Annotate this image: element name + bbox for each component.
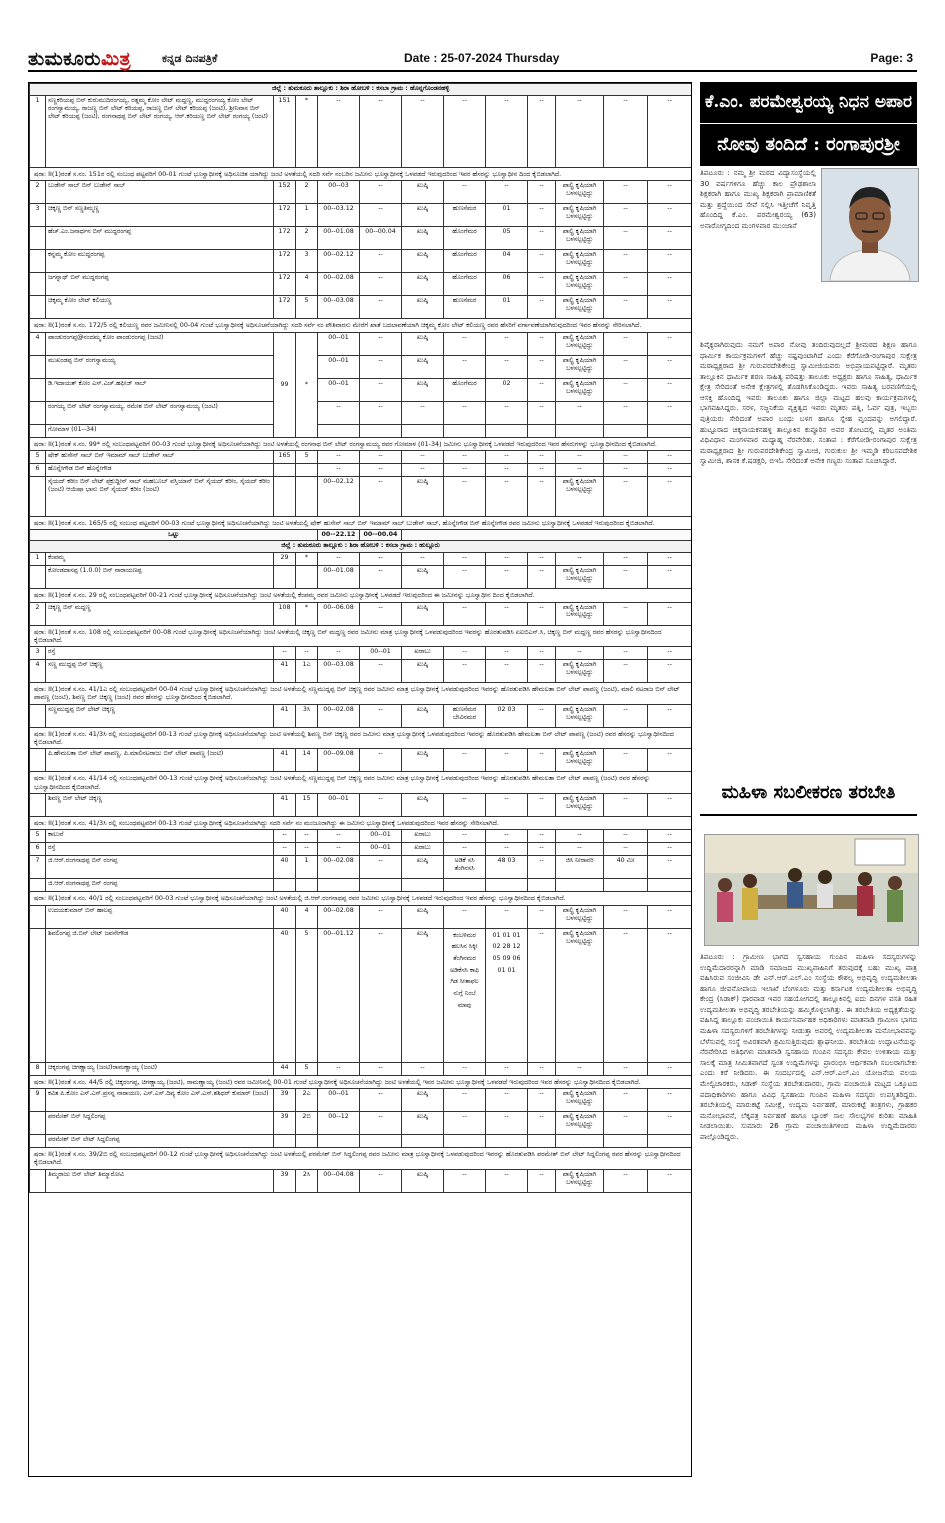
table-row: 3 ರಸ್ತೆ -- -- -- 00--01 ಖರಾಬು -- -- -- -- -- -- — [30, 647, 692, 660]
table-row: 1 ಕೆಂಪಮ್ಮ 29 * -- -- -- -- -- -- -- -- -- — [30, 553, 692, 566]
table-row: ಸೈಯದ್ ಕರೀಂ ಬಿನ್ ಲೇಟ್ ಫಕ್ರುದ್ದೀನ್ ಸಾಬ್ ಮಹಬೂಬ್ ವಸ್ತಿಯಾನ್ ಬಿನ್ ಸೈಯದ್ ಕರೀಂ, ಸೈಯದ್ ಕರೀಂ (ಜಂಟಿ) ಆಯಿಷಾ ಭಾನು ಬಿನ್ ಸೈಯದ್ ಕರೀಂ (ಜಂಟಿ) 00--02.12 -- ಖುಷ್ಕಿ -- -- -- ಪಾಲ್ಪ್ರಿ ಕೃಷಿಯಾಗಿ ಬಳಸಲ್ಪಟ್ಟಿದ್ದು -- -- — [30, 476, 692, 516]
table-row: ಶಿವಣ್ಣ ಬಿನ್ ಲೇಟ್ ಚಿಕ್ಕಣ್ಣ 41 15 00--01 -- ಖುಷ್ಕಿ -- -- -- ಪಾಲ್ಪ್ರಿ ಕೃಷಿಯಾಗಿ ಬಳಸಲ್ಪಟ್ಟಿದ್ದು -- -- — [30, 794, 692, 817]
remark-row: ಷರಾ: II(1)ರಂತೆ ಸ.ನಂ. 29 ರಲ್ಲಿ ಸಂಬಂಧಪಟ್ಟವರಿಗೆ 00-21 ಗುಂಟೆ ಭೂಸ್ವಾಧೀನಕ್ಕೆ ಅಧಿಸೂಚನೆಯಾಗಿದ್ದು ಜಂಟಿ ಅಳತೆಯಲ್ಲಿ ಕೆಂಪಮ್ಮ ರವರ ಜಮೀನು ಭೂಸ್ವಾಧೀನಕ್ಕೆ ಒಳಪಡದೆ ಇರುವುದರಿಂದ ಈ ಜಮೀನನ್ನು ಭೂಸ್ವಾಧೀನ ದಿಂದ ಕೈಬಿಡಲಾಗಿದೆ. — [30, 589, 692, 602]
newspaper-logo — [28, 48, 131, 70]
obituary-headline-line2: ನೋವು ತಂದಿದೆ : ರಂಗಾಪುರಶ್ರೀ — [700, 123, 917, 166]
remark-row: ಷರಾ: II(1)ರಂತೆ ಸ.ನಂ. 41/3ಸಿ ರಲ್ಲಿ ಸಂಬಂಧಪಟ್ಟವರಿಗೆ 00-13 ಗುಂಟೆ ಭೂಸ್ವಾಧೀನಕ್ಕೆ ಅಧಿಸೂಚನೆಯಾಗಿದ್ದು ಸದರಿ ಸರ್ವೆ ನಂ ಮಂಜೂರಾಗಿದ್ದು ಈ ಜಮೀನು ಭೂಸ್ವಾಧೀನಕ್ಕೆ ಒಳಪಡುವುದರಿಂದ ಇವರ ಹೆಸರನ್ನು ಸೇರಿಸಲಾಗಿದೆ. — [30, 817, 692, 830]
remark-row: ಷರಾ: II(1)ರಂತೆ ಸ.ನಂ. 41/3ಸಿ ರಲ್ಲಿ ಸಂಬಂಧಪಟ್ಟವರಿಗೆ 00-13 ಗುಂಟೆ ಭೂಸ್ವಾಧೀನಕ್ಕೆ ಅಧಿಸೂಚನೆಯಾಗಿದ್ದು ಜಂಟಿ ಅಳತೆಯಲ್ಲಿ ಶಿವಣ್ಣ ಬಿನ್ ಚಿಕ್ಕಣ್ಣ ರವರ ಜಮೀನು ಮಾತ್ರ ಭೂಸ್ವಾಧೀನಕ್ಕೆ ಒಳಪಡುವುದರಿಂದ ಇವರನ್ನು ಹೊರತುಪಡಿಸಿ ಹೇಮಲತಾ ಬಿನ್ ಲೇಟ್ ಪಾಪಣ್ಣ (ಜಂಟಿ) ರವರ ಹೆಸರನ್ನು ಭೂಸ್ವಾಧೀನದಿಂದ ಕೈಬಿಡಲಾಗಿದೆ. — [30, 727, 692, 749]
remark-row: ಷರಾ: II(1)ರಂತೆ ಸ.ನಂ. 44/5 ರಲ್ಲಿ ಚಿಕ್ಕರಂಗಪ್ಪ, ಚಿಗಣ್ಣಾಯ್ಯ (ಜಂಟಿ), ರಾಮಣ್ಣಾಯ್ಯ (ಜಂಟಿ) ರವರ ಜಮೀನಿನಲ್ಲಿ 00-01 ಗುಂಟೆ ಭೂಸ್ವಾಧೀನಕ್ಕೆ ಅಧಿಸೂಚನೆಯಾಗಿದ್ದು ಜಂಟಿ ಅಳತೆಯಲ್ಲಿ ಇವರ ಜಮೀನು ಭೂಸ್ವಾಧೀನಕ್ಕೆ ಒಳಪಡದೆ ಇರುವುದರಿಂದ ಇವರ ಹೆಸರನ್ನು ಭೂಸ್ವಾಧೀನದಿಂದ ಕೈಬಿಡಲಾಗಿದೆ. — [30, 1075, 692, 1088]
table-row: 4 ಪಾಂಡುರಂಗಪ್ಪ@ನಂದಮ್ಮ ಕೋಂ ಪಾಂಡುರಂಗಪ್ಪ (ಜಂಟಿ) 99 * 00--01 -- ಖುಷ್ಕಿ -- -- -- ಪಾಲ್ಪ್ರಿ ಕೃಷಿಯಾಗಿ ಬಳಸಲ್ಪಟ್ಟಿದ್ದು -- -- — [30, 332, 692, 355]
portrait-illustration — [822, 169, 918, 281]
table-row: 1 ಸಣ್ಣಕರಿಯಪ್ಪ ಬಿನ್ ಕುರುಮುದಿರಂಗಯ್ಯ, ರತ್ನಮ್ಮ ಕೋಂ ಲೇಟ್ ಮದ್ದಣ್ಣ, ಮುದ್ದರಂಗಯ್ಯ ಕೋಂ ಲೇಟ್ ರಂಗಸ್ವಾಮಯ್ಯ, ರಾಜಣ್ಣ ಬಿನ್ ಲೇಟ್ ಕರಿಯಪ್ಪ, ರಾಜಣ್ಣ ಬಿನ್ ಲೇಟ್ ಕರಿಯಪ್ಪ (ಜಂಟಿ), ಶ್ರೀನಿವಾಸ ಬಿನ್ ಲೇಟ್ ಕರಿಯಪ್ಪ (ಜಂಟಿ), ರಂಗನಾಥಪ್ಪ ಬಿನ್ ಲೇಟ್ ರಂಗಯ್ಯ, ಆರ್.ಕರಿಯಣ್ಣ ಬಿನ್ ಲೇಟ್ ರಂಗಯ್ಯ (ಜಂಟಿ) 151 * -- -- -- -- -- -- -- -- -- — [30, 96, 692, 168]
table-row: 9 ಕವಿತ ಪಿ.ಕೋಂ ಎಸ್.ಎಸ್.ಪ್ರಸನ್ನ ನಾರಾಯಣ, ಎಸ್.ಎಸ್.ದಿವ್ಯ ಕೋಂ ಎಸ್.ಎಸ್.ಶಶಿಧರ್ ಕುಮಾರ್ (ಜಂಟಿ) 39 2ಎ 00--01 -- ಖುಷ್ಕಿ -- -- -- ಪಾಲ್ಪ್ರಿ ಕೃಷಿಯಾಗಿ ಬಳಸಲ್ಪಟ್ಟಿದ್ದು -- -- — [30, 1089, 692, 1112]
table-row: 8 ಚಿಕ್ಕರಂಗಪ್ಪ ಚಿಗಣ್ಣಾಯ್ಯ (ಜಂಟಿ)ರಾಮಣ್ಣಾಯ್ಯ (ಜಂಟಿ) 44 5 -- -- -- -- -- -- -- -- -- — [30, 1062, 692, 1075]
total-row: ಒಟ್ಟು 00--22.12 00--00.04 — [30, 530, 692, 541]
remark-row: ಷರಾ: II(1)ರಂತೆ ಸ.ನಂ. 99* ರಲ್ಲಿ ಸಂಬಂಧಪಟ್ಟವರಿಗೆ 00-03 ಗುಂಟೆ ಭೂಸ್ವಾಧೀನಕ್ಕೆ ಅಧಿಸೂಚನೆಯಾಗಿದ್ದು ಜಂಟಿ ಅಳತೆಯಲ್ಲಿ ರಂಗನಾಥ ಬಿನ್ ಲೇಟ್ ರಂಗಸ್ವಾಮಯ್ಯ ರವರ ಗೋಮಾಳ (01-34) ಜಮೀನು ಭೂಸ್ವಾಧೀನಕ್ಕೆ ಒಳಪಡದೆ ಇರುವುದರಿಂದ ಇವರ ಹೆಸರುಗಳನ್ನು ಭೂಸ್ವಾಧೀನದಿಂದ ಕೈಬಿಡಲಾಗಿದೆ. — [30, 437, 692, 450]
issue-date: Date : 25-07-2024 Thursday — [404, 51, 560, 65]
table-row: ಜಗನ್ನಾಥ್ ಬಿನ್ ಮುದ್ದರಂಗಪ್ಪ 172 4 00--02.08 -- ಖುಷ್ಕಿ ಹೊಂಗೆಮರ 06 -- ಪಾಲ್ಪ್ರಿ ಕೃಷಿಯಾಗಿ ಬಳಸಲ್ಪಟ್ಟಿದ್ದು -- -- — [30, 273, 692, 296]
training-story: ತಿಪಟೂರು : ಗ್ರಾಮೀಣ ಭಾಗದ ಸ್ವಸಹಾಯ ಗುಂಪಿನ ಮಹಿಳಾ ಸದಸ್ಯರುಗಳನ್ನು ಉದ್ದಿಮೆದಾರರನ್ನಾಗಿ ಮಾಡಿ ಸಮಾಜದ ಮುಖ್ಯವಾಹಿನಿಗೆ ತರುವುದಕ್ಕೆ ಬಹು ಮುಖ್ಯ ಪಾತ್ರ ವಹಿಸಿರುವ ಸಂಜೀವಿನಿ ಡೇ ಎನ್.ಆರ್.ಎಲ್.ಎಂ ಸಂಸ್ಥೆಯ ಕೌಶಲ್ಯ ಅಭಿವೃದ್ಧಿ ಉದ್ಯಮಶೀಲತಾ ಹಾಗೂ ಜೀವನೋಪಾಯ ಇಲಾಖೆ ಬೆಂಗಳೂರು ಮತ್ತು ಕರ್ನಾಟಕ ಉದ್ಯಮಶೀಲತಾ ಅಭಿವೃದ್ಧಿ ಕೇಂದ್ರ (ಸಿಡಾಕ್) ಧಾರವಾಡ ಇವರ ಸಹಯೋಗದಲ್ಲಿ ತಾಲ್ಲೂಕಿನಲ್ಲಿ ಐದು ದಿನಗಳ ವಸತಿ ರಹಿತ ಉದ್ಯಮಶೀಲತಾ ಅಭಿವೃದ್ಧಿ ತರಬೇತಿಯನ್ನು ಹಮ್ಮಿಕೊಳ್ಳಲಾಗಿತ್ತು. ಈ ತರಬೇತಿಯ ಅಧ್ಯಕ್ಷತೆಯನ್ನು ವಹಿಸಿದ್ದ ತಾಲ್ಲೂಕು ಪಂಚಾಯಿತಿ ಕಾರ್ಯನಿರ್ವಾಹಕ ಅಧಿಕಾರಿಗಳು ಮಾತನಾಡಿ ಗ್ರಾಮೀಣ ಭಾಗದ ಮಹಿಳಾ ಸದಸ್ಯರುಗಳಿಗೆ ತರಬೇತಿಗಳನ್ನು ನೀಡುತ್ತಾ ಅವರಲ್ಲಿ ಉದ್ಯಮಶೀಲತಾ ಮನೋಭಾವವನ್ನು ಬೆಳೆಸುವಲ್ಲಿ ಸಂಸ್ಥೆ ಅವಿರತವಾಗಿ ಶ್ರಮಿಸುತ್ತಿರುವುದು ಶ್ಲಾಘನೀಯ. ತರಬೇತಿಯ ಉದ್ಘಾಟನೆಯನ್ನು ನೆರವೇರಿಸಿದ ಅತಿಥಿಗಳು ಮಾತನಾಡಿ ಸ್ವಸಹಾಯ ಗುಂಪಿನ ಸದಸ್ಯರು ಕೇವಲ ಉಳಿತಾಯ ಮತ್ತು ಸಾಲಕ್ಕೆ ಮಾತ್ರ ಸೀಮಿತವಾಗದೆ ಸ್ವಂತ ಉದ್ದಿಮೆಗಳನ್ನು ಪ್ರಾರಂಭಿಸಿ ಆರ್ಥಿಕವಾಗಿ ಸಬಲರಾಗಬೇಕು ಎಂದು ಕರೆ ನೀಡಿದರು. ಈ ಸಂದರ್ಭದಲ್ಲಿ ಎನ್.ಆರ್.ಎಲ್.ಎಂ ಯೋಜನೆಯ ವಲಯ ಮೇಲ್ವಿಚಾರಕರು, ಸಿಡಾಕ್ ಸಂಸ್ಥೆಯ ತರಬೇತುದಾರರು, ಗ್ರಾಮ ಪಂಚಾಯಿತಿ ಮಟ್ಟದ ಒಕ್ಕೂಟದ ಪದಾಧಿಕಾರಿಗಳು ಹಾಗೂ ವಿವಿಧ ಸ್ವಸಹಾಯ ಗುಂಪಿನ ಮಹಿಳಾ ಸದಸ್ಯರು ಉಪಸ್ಥಿತರಿದ್ದರು. ತರಬೇತಿಯಲ್ಲಿ ಮಾರುಕಟ್ಟೆ ಸಮೀಕ್ಷೆ, ಉದ್ಯಮ ನಿರ್ವಹಣೆ, ಮಾರುಕಟ್ಟೆ ತಂತ್ರಗಳು, ಗ್ರಾಹಕರ ಮನೋಭಾವನೆ, ಲೆಕ್ಕಪತ್ರ ನಿರ್ವಹಣೆ ಹಾಗೂ ಬ್ಯಾಂಕ್ ಸಾಲ ಸೌಲಭ್ಯಗಳ ಕುರಿತು ಮಾಹಿತಿ ನೀಡಲಾಯಿತು. ಸುಮಾರು 26 ಗ್ರಾಮ ಪಂಚಾಯಿತಿಗಳಿಂದ ಮಹಿಳಾ ಉದ್ದಿಮೆದಾರರು ಪಾಲ್ಗೊಂಡಿದ್ದರು. — [700, 952, 917, 1141]
tagline: ಕನ್ನಡ ದಿನಪತ್ರಿಕೆ — [162, 52, 218, 65]
table-row: ಹೆಚ್.ಎಂ.ಜನಾರ್ಧನ ಬಿನ್ ಮುದ್ದರಂಗಪ್ಪ 172 2 00--01.08 00--00.04 ಖುಷ್ಕಿ ಹೊಂಗೆಮರ 05 -- ಪಾಲ್ಪ್ರಿ ಕೃಷಿಯಾಗಿ ಬಳಸಲ್ಪಟ್ಟಿದ್ದು -- -- — [30, 227, 692, 250]
logo-main: ತುಮಕೂರು — [28, 48, 101, 70]
table-row: 6 ರಸ್ತೆ -- -- -- 00--01 ಖರಾಬು -- -- -- -- -- -- — [30, 843, 692, 856]
table-row: ಚಿಕ್ಕಮ್ಮ ಕೋಂ ಲೇಟ್ ಕಲಿಯಣ್ಣ 172 5 00--03.08 -- ಖುಷ್ಕಿ ಹುಣಸೆಮರ 01 -- ಪಾಲ್ಪ್ರಿ ಕೃಷಿಯಾಗಿ ಬಳಸಲ್ಪಟ್ಟಿದ್ದು -- -- — [30, 296, 692, 319]
table-row: ಕೋಂಡದಾಸಪ್ಪ (1.0.0) ಬಿನ್ ನಾರಾಯಣಪ್ಪ 00--01.08 -- ಖುಷ್ಕಿ -- -- -- ಪಾಲ್ಪ್ರಿ ಕೃಷಿಯಾಗಿ ಬಳಸಲ್ಪಟ್ಟಿದ್ದು -- -- — [30, 566, 692, 589]
table-row: ಕನ್ನಮ್ಮ ಕೋಂ ಮುದ್ದರಂಗಪ್ಪ 172 3 00--02.12 -- ಖುಷ್ಕಿ ಹೊಂಗೆಮರ 04 -- ಪಾಲ್ಪ್ರಿ ಕೃಷಿಯಾಗಿ ಬಳಸಲ್ಪಟ್ಟಿದ್ದು -- -- — [30, 250, 692, 273]
table-row: ಮುಖಂಡಪ್ಪ ಬಿನ್ ರಂಗಸ್ವಾಮಯ್ಯ 00--01 -- ಖುಷ್ಕಿ -- -- -- ಪಾಲ್ಪ್ರಿ ಕೃಷಿಯಾಗಿ ಬಳಸಲ್ಪಟ್ಟಿದ್ದು -- -- — [30, 355, 692, 378]
table-row: ಶಿವಲಿಂಗಪ್ಪ ಜಿ.ಬಿನ್ ಲೇಟ್ ಜವನೇಗೌಡ 40 5 00--01.12 -- ಖುಷ್ಕಿ ಕಂಬಳಿಮರ ಹಲಸಿನ ಸಿಕ್ಕೀ ತೆಂಗಿನಮರ ಅಡಿಕೆಸಸಿ ಕಾಫಿ ಗಿಡ ಸೀತಾಫಲ ನುಗ್ಗೆ ನಿಂಬೆ ಮಾವು 01 01 01 02 28 12 05 09 06 01 01 -- ಪಾಲ್ಪ್ರಿ ಕೃಷಿಯಾಗಿ ಬಳಸಲ್ಪಟ್ಟಿದ್ದು -- -- — [30, 928, 692, 1062]
table-row: ಗೋಮಾಳ (01--34) — [30, 424, 692, 437]
remark-row: ಷರಾ: II(1)ರಂತೆ ಸ.ನಂ. 165/5 ರಲ್ಲಿ ಸಂಬಂಧ ಪಟ್ಟವರಿಗೆ 00-03 ಗುಂಟೆ ಭೂಸ್ವಾಧೀನಕ್ಕೆ ಅಧಿಸೂಚನೆಯಾಗಿದ್ದು ಜಂಟಿ ಅಳತೆಯಲ್ಲಿ ಷೇಕ್ ಹುಸೇನ್ ಸಾಬ್ ಬಿನ್ ಇಮಾಮ್ ಸಾಬ್ ಬುಡೇನ್ ಸಾಬ್, ಹೊನ್ನೇಗೌಡ ಬಿನ್ ಹೊನ್ನೇಗೌಡ ರವರ ಜಮೀನು ಭೂಸ್ವಾಧೀನಕ್ಕೆ ಒಳಪಡದೆ ಇರುವುದರಿಂದ ಕೈಬಿಡಲಾಗಿದೆ. — [30, 516, 692, 529]
remark-row: ಷರಾ: II(1)ರಂತೆ ಸ.ನಂ. 41/1ಎ ರಲ್ಲಿ ಸಂಬಂಧಪಟ್ಟವರಿಗೆ 00-04 ಗುಂಟೆ ಭೂಸ್ವಾಧೀನಕ್ಕೆ ಅಧಿಸೂಚನೆಯಾಗಿದ್ದು ಜಂಟಿ ಅಳತೆಯಲ್ಲಿ ಸಣ್ಣಮುದ್ದಪ್ಪ ಬಿನ್ ಚಿಕ್ಕಣ್ಣ ರವರ ಜಮೀನು ಮಾತ್ರ ಭೂಸ್ವಾಧೀನಕ್ಕೆ ಒಳಪಡುವುದರಿಂದ ಇವರನ್ನು ಹೊರತುಪಡಿಸಿ ಹೇಮಲತಾ ಬಿನ್ ಲೇಟ್ ಪಾಪಣ್ಣ (ಜಂಟಿ), ಮಾಲಿ ನಟರಾಜ ಬಿನ್ ಲೇಟ್ ಪಾಪಣ್ಣ (ಜಂಟಿ), ಶಿವಣ್ಣ ಬಿನ್ ಚಿಕ್ಕಣ್ಣ (ಜಂಟಿ) ರವರ ಹೆಸರನ್ನು ಭೂಸ್ವಾಧೀನದಿಂದ ಕೈಬಿಡಲಾಗಿದೆ. — [30, 683, 692, 705]
obituary-story-intro: ತಿಪಟೂರು : ನಮ್ಮ ಶ್ರೀ ಮಠದ ವಿದ್ಯಾಸಂಸ್ಥೆಯಲ್ಲಿ 30 ವರ್ಷಗಳಿಗೂ ಹೆಚ್ಚು ಕಾಲ ಪ್ರೌಢಶಾಲಾ ಶಿಕ್ಷಕರಾಗಿ ಹಾಗೂ ಮುಖ್ಯ ಶಿಕ್ಷಕರಾಗಿ ಪ್ರಾಮಾಣಿಕತೆ ಮತ್ತು ಶ್ರದ್ಧೆಯಿಂದ ಸೇವೆ ಸಲ್ಲಿಸಿ ಇತ್ತೀಚೆಗೆ ನಿವೃತ್ತಿ ಹೊಂದಿದ್ದ ಕೆ.ಎಂ. ಪರಮೇಶ್ವರಯ್ಯ (63) ಅನಾರೋಗ್ಯದಿಂದ ಮಂಗಳವಾರ ಮುಂಜಾನೆ — [700, 168, 816, 230]
table-row: ಜಿ.ಆರ್.ರಂಗನಾಥಪ್ಪ ಬಿನ್ ರಂಗಪ್ಪ — [30, 879, 692, 892]
table-row: 4 ಸಣ್ಣ ಮುದ್ದಪ್ಪ ಬಿನ್ ಚಿಕ್ಕಣ್ಣ 41 1ಎ 00--03.08 -- ಖುಷ್ಕಿ -- -- -- ಪಾಲ್ಪ್ರಿ ಕೃಷಿಯಾಗಿ ಬಳಸಲ್ಪಟ್ಟಿದ್ದು -- -- — [30, 660, 692, 683]
section-header: ಜಿಲ್ಲೆ : ತುಮಕೂರು ತಾಲ್ಲೂಕು : ಶಿರಾ ಹೋಬಳಿ : ಕಸಬಾ ಗ್ರಾಮ : ಹೊನ್ನಗೊಂಡನಹಳ್ಳಿ — [30, 84, 692, 96]
masthead — [28, 46, 917, 72]
table-row: ಪರಮೇಶ್ ಬಿನ್ ಸಿದ್ದಲಿಂಗಪ್ಪ 39 2ಬಿ 00--12 -- ಖುಷ್ಕಿ -- -- -- ಪಾಲ್ಪ್ರಿ ಕೃಷಿಯಾಗಿ ಬಳಸಲ್ಪಟ್ಟಿದ್ದು -- -- — [30, 1112, 692, 1135]
remark-row: ಷರಾ: II(1)ರಂತೆ ಸ.ನಂ. 41/14 ರಲ್ಲಿ ಸಂಬಂಧಪಟ್ಟವರಿಗೆ 00-13 ಗುಂಟೆ ಭೂಸ್ವಾಧೀನಕ್ಕೆ ಅಧಿಸೂಚನೆಯಾಗಿದ್ದು ಜಂಟಿ ಅಳತೆಯಲ್ಲಿ ಸಣ್ಣಮುದ್ದಪ್ಪ ಬಿನ್ ಚಿಕ್ಕಣ್ಣ ರವರ ಜಮೀನು ಮಾತ್ರ ಭೂಸ್ವಾಧೀನಕ್ಕೆ ಒಳಪಡುವುದರಿಂದ ಇವರನ್ನು ಹೊರತುಪಡಿಸಿ ಹೇಮಲತಾ ಬಿನ್ ಲೇಟ್ ಪಾಪಣ್ಣ (ಜಂಟಿ) ರವರ ಹೆಸರನ್ನು ಭೂಸ್ವಾಧೀನದಿಂದ ಕೈಬಿಡಲಾಗಿದೆ. — [30, 772, 692, 794]
section-header: ಜಿಲ್ಲೆ : ತುಮಕೂರು ತಾಲ್ಲೂಕು : ಶಿರಾ ಹೋಬಳಿ : ಕಸಬಾ ಗ್ರಾಮ : ಹುಲ್ಲೂರು — [30, 541, 692, 553]
news-column — [700, 82, 917, 1475]
table-row: 3 ಚಿಕ್ಕಣ್ಣ ಬಿನ್ ಸಣ್ಣತಿಮ್ಮಣ್ಣ 172 1 00--03.12 -- ಖುಷ್ಕಿ ಹುಣಸೆಮರ 01 -- ಪಾಲ್ಪ್ರಿ ಕೃಷಿಯಾಗಿ ಬಳಸಲ್ಪಟ್ಟಿದ್ದು -- -- — [30, 204, 692, 227]
table-row: 6 ಹೊನ್ನೇಗೌಡ ಬಿನ್ ಹೊನ್ನೇಗೌಡ -- -- -- -- -- -- -- -- -- — [30, 463, 692, 476]
table-row: 2 ಚಿಕ್ಕಣ್ಣ ಬಿನ್ ಮದ್ದಣ್ಣ 108 * 00--06.08 -- ಖುಷ್ಕಿ -- -- -- ಪಾಲ್ಪ್ರಿ ಕೃಷಿಯಾಗಿ ಬಳಸಲ್ಪಟ್ಟಿದ್ದು -- -- — [30, 602, 692, 625]
remark-row: ಷರಾ: II(1)ರಂತೆ ಸ.ನಂ. 151ರ ರಲ್ಲಿ ಸಂಬಂಧ ಪಟ್ಟವರಿಗೆ 00-01 ಗುಂಟೆ ಭೂಸ್ವಾಧೀನಕ್ಕೆ ಅಧಿಸೂಚಿತ ಯಾಗಿದ್ದು ಜಂಟಿ ಅಳತೆಯಲ್ಲಿ ಸದರಿ ಸರ್ವೆ ನಂಬರಿನ ಜಮೀನು ಭೂಸ್ವಾಧೀನಕ್ಕೆ ಒಳಪಡದೆ ಇರುವುದರಿಂದ ಇವರ ಹೆಸರನ್ನು ಭೂಸ್ವಾಧೀನ ದಿಂದ ಕೈಬಿಡಲಾಗಿದೆ. — [30, 168, 692, 181]
training-event-photo — [704, 834, 919, 946]
event-illustration — [705, 835, 918, 945]
table-row: ರಂಗಯ್ಯ ಬಿನ್ ಲೇಟ್ ರಂಗಸ್ವಾಮಯ್ಯ, ರಮೇಶ ಬಿನ್ ಲೇಟ್ ರಂಗಸ್ವಾಮಯ್ಯ (ಜಂಟಿ) -- -- -- -- -- -- -- -- -- — [30, 401, 692, 424]
table-row: 7 ಜಿ.ಆರ್.ರಂಗನಾಥಪ್ಪ ಬಿನ್ ರಂಗಪ್ಪ 40 1 00--02.08 -- ಖುಷ್ಕಿ ಅಡಿಕೆ ಸಸಿ ತೆಂಗಿನಸಸಿ 48 03 -- ಜಿಸಿ ನೀರಾವರಿ 40 ಮೀ -- — [30, 856, 692, 879]
portrait-photo — [821, 168, 919, 282]
table-row: ಡಿ.ಇದಾಯತ್ ಕೋಂ ಎಸ್.ಎಚ್.ಹಫೀಜ್ ಸಾಬ್ 00--01 -- ಖುಷ್ಕಿ ಹೊಂಗೆಮರ 02 -- ಪಾಲ್ಪ್ರಿ ಕೃಷಿಯಾಗಿ ಬಳಸಲ್ಪಟ್ಟಿದ್ದು -- -- — [30, 378, 692, 401]
table-row: ತಿಮ್ಮರಾಜು ಬಿನ್ ಲೇಟ್ ತಿಮ್ಮಾರೋವಿ 39 2ಸಿ 00--04.08 -- ಖುಷ್ಕಿ -- -- -- ಪಾಲ್ಪ್ರಿ ಕೃಷಿಯಾಗಿ ಬಳಸಲ್ಪಟ್ಟಿದ್ದು -- -- — [30, 1169, 692, 1192]
remark-row: ಷರಾ: II(1)ರಂತೆ ಸ.ನಂ. 40/1 ರಲ್ಲಿ ಸಂಬಂಧಪಟ್ಟವರಿಗೆ 00-03 ಗುಂಟೆ ಭೂಸ್ವಾಧೀನಕ್ಕೆ ಅಧಿಸೂಚನೆಯಾಗಿದ್ದು ಜಂಟಿ ಅಳತೆಯಲ್ಲಿ ಜಿ.ಆರ್.ರಂಗನಾಥಪ್ಪ ರವರ ಜಮೀನು ಭೂಸ್ವಾಧೀನಕ್ಕೆ ಒಳಪಡದೆ ಇರುವುದರಿಂದ ಇವರ ಹೆಸರನ್ನು ಭೂಸ್ವಾಧೀನದಿಂದ ಕೈಬಿಡಲಾಗಿದೆ. — [30, 892, 692, 905]
remark-row: ಷರಾ: II(1)ರಂತೆ ಸ.ನಂ. 172/5 ರಲ್ಲಿ ಕಲಿಯಣ್ಣ ರವರ ಜಮೀನಿನಲ್ಲಿ 00-04 ಗುಂಟೆ ಭೂಸ್ವಾಧೀನಕ್ಕೆ ಅಧಿಸೂಚನೆಯಾಗಿದ್ದು ಸದರಿ ಸರ್ವೆ ನಂ ಪೌತಿವಾರಸು ಮೇರೆಗೆ ಖಾತೆ ಬದಲಾವಣೆಯಾಗಿ ಚಿಕ್ಕಮ್ಮ ಕೋಂ ಲೇಟ್ ಕಲಿಯಣ್ಣ ರವರ ಹೆಸರಿಗೆ ವರ್ಗಾವಣೆಯಾಗಿರುವುದರಿಂದ ಇವರ ಹೆಸರನ್ನು ಸೇರಿಸಲಾಗಿದೆ. — [30, 319, 692, 332]
page-number: Page: 3 — [870, 51, 913, 65]
logo-accent: ಮಿತ್ರ — [100, 48, 131, 70]
owner-cell: ಸಣ್ಣಕರಿಯಪ್ಪ ಬಿನ್ ಕುರುಮುದಿರಂಗಯ್ಯ, ರತ್ನಮ್ಮ ಕೋಂ ಲೇಟ್ ಮದ್ದಣ್ಣ, ಮುದ್ದರಂಗಯ್ಯ ಕೋಂ ಲೇಟ್ ರಂಗಸ್ವಾಮಯ್ಯ, ರಾಜಣ್ಣ ಬಿನ್ ಲೇಟ್ ಕರಿಯಪ್ಪ, ರಾಜಣ್ಣ ಬಿನ್ ಲೇಟ್ ಕರಿಯಪ್ಪ (ಜಂಟಿ), ಶ್ರೀನಿವಾಸ ಬಿನ್ ಲೇಟ್ ಕರಿಯಪ್ಪ (ಜಂಟಿ), ರಂಗನಾಥಪ್ಪ ಬಿನ್ ಲೇಟ್ ರಂಗಯ್ಯ, ಆರ್.ಕರಿಯಣ್ಣ ಬಿನ್ ಲೇಟ್ ರಂಗಯ್ಯ (ಜಂಟಿ) — [46, 96, 274, 168]
table-row: ಉದಯಕುಮಾರ್ ಬಿನ್ ಹಾಲಪ್ಪ 40 4 00--02.08 -- ಖುಷ್ಕಿ -- -- -- ಪಾಲ್ಪ್ರಿ ಕೃಷಿಯಾಗಿ ಬಳಸಲ್ಪಟ್ಟಿದ್ದು -- -- — [30, 905, 692, 928]
notice-table — [29, 83, 692, 1193]
obituary-story-body: ಶಿವೈಕ್ಯರಾಗಿರುವುದು ನಮಗೆ ಅಪಾರ ನೋವು ತಂದಿರುವುದಲ್ಲದೆ ಶ್ರೀಮಠದ ಶಿಕ್ಷಣ ಹಾಗೂ ಧಾರ್ಮಿಕ ಕಾರ್ಯಕ್ರಮಗಳಿಗೆ ಹೆಚ್ಚು ನಷ್ಟವುಂಟಾಗಿದೆ ಎಂದು ಕೆರೆಗೋಡಿ-ರಂಗಾಪುರ ಸುಕ್ಷೇತ್ರ ಮಠಾಧ್ಯಕ್ಷರಾದ ಶ್ರೀ ಗುರುಪರದೇಶಿಕೇಂದ್ರ ಸ್ವಾಮೀಜಿಯವರು ಅಭಿಪ್ರಾಯಪಟ್ಟಿದ್ದಾರೆ. ಮೃತರು ತಾಲ್ಲೂಕಿನ ಧಾರ್ಮಿಕ ಶರಣ ಸಾಹಿತ್ಯ ಪರಿಷತ್ತು ತಾಲೂಕು ಅಧ್ಯಕ್ಷರು ಹಾಗೂ ಸಾಹಿತ್ಯ, ಧಾರ್ಮಿಕ ಕ್ಷೇತ್ರ ಸೇರಿದಂತೆ ಅನೇಕ ಕ್ಷೇತ್ರಗಳಲ್ಲಿ ತೊಡಗಿಸಿಕೊಂಡಿದ್ದರು. ಇವರು ಸಾಹಿತ್ಯ ಬರವಣಿಗೆಯಲ್ಲಿ ಆಸಕ್ತಿ ಹೊಂದಿದ್ದ ಇವರು ತಾಲೂಕು ಹಾಗೂ ಜಿಲ್ಲಾ ಮಟ್ಟದ ಹಲವು ಕಾರ್ಯಕ್ರಮಗಳಲ್ಲಿ ಭಾಗವಹಿಸಿದ್ದರು. ಸರಳ, ಸಜ್ಜನಿಕೆಯ ವ್ಯಕ್ತಿತ್ವದ ಇವರು ಮೃತರು ಪತ್ನಿ, ಓರ್ವ ಪುತ್ರ, ಇಬ್ಬರು ಪುತ್ರಿಯರು ಸೇರಿದಂತೆ ಅಪಾರ ಬಂಧು ಬಳಗ ಹಾಗೂ ಸ್ನೇಹ ವೃಂದವನ್ನು ಅಗಲಿದ್ದಾರೆ. ಹುಟ್ಟೂರಾದ ಚಿಕ್ಕನಾಯಕನಹಳ್ಳಿ ತಾಲ್ಲೂಕಿನ ಕುಪ್ಪೂರಿನ ಅವರ ತೋಟದಲ್ಲಿ ಮೃತರ ಅಂತಿಮ ವಿಧಿವಿಧಾನ ಮಂಗಳವಾರ ಮಧ್ಯಾಹ್ನ ನೆರವೇರಿತು. ಸಂತಾಪ : ಕೆರೆಗೋಡಿ-ರಂಗಾಪುರ ಸುಕ್ಷೇತ್ರ ಮಠಾಧ್ಯಕ್ಷರಾದ ಶ್ರೀ ಗುರುಪರದೇಶಿಕೇಂದ್ರ ಸ್ವಾಮೀಜಿ, ಗುರುಕುಲ ಶ್ರೀ ಇಮ್ಮಡಿ ಕರಿಬಸವದೇಶಿಕ ಸ್ವಾಮೀಜಿ, ಶಾಸಕ ಕೆ.ಷಡಕ್ಷರಿ, ಬಿಇಓ ಸೇರಿದಂತೆ ಅನೇಕ ಗಣ್ಯರು ಸಂತಾಪ ಸೂಚಿಸಿದ್ದಾರೆ. — [700, 340, 917, 466]
table-row: 2 ಬುಡೇನ್ ಸಾಬ್ ಬಿನ್ ಬುಡೇನ್ ಸಾಬ್ 152 2 00--03 -- ಖುಷ್ಕಿ -- -- -- ಪಾಲ್ಪ್ರಿ ಕೃಷಿಯಾಗಿ ಬಳಸಲ್ಪಟ್ಟಿದ್ದು -- -- — [30, 181, 692, 204]
remark-row: ಷರಾ: II(1)ರಂತೆ ಸ.ನಂ. 108 ರಲ್ಲಿ ಸಂಬಂಧಪಟ್ಟವರಿಗೆ 00-08 ಗುಂಟೆ ಭೂಸ್ವಾಧೀನಕ್ಕೆ ಅಧಿಸೂಚನೆಯಾಗಿದ್ದು ಜಂಟಿ ಅಳತೆಯಲ್ಲಿ ಚಿಕ್ಕಣ್ಣ ಬಿನ್ ಮದ್ದಣ್ಣ ರವರ ಜಮೀನು ಮಾತ್ರ ಭೂಸ್ವಾಧೀನಕ್ಕೆ ಒಳಪಡುವುದರಿಂದ ಇವರನ್ನು ಹೊರತುಪಡಿಸಿ ಏಐಬಿಎಸ್.ಸಿ, ಚಿಕ್ಕಣ್ಣ ಬಿನ್ ಮದ್ದಣ್ಣ ರವರ ಹೆಸರನ್ನು ಭೂಸ್ವಾಧೀನದಿಂದ ಕೈಬಿಡಲಾಗಿದೆ. — [30, 625, 692, 647]
table-row: ಪಿ.ಹೇಮಲತಾ ಬಿನ್ ಲೇಟ್ ಪಾಪಣ್ಣ, ಪಿ.ಮಾಲಿನಟರಾಜು ಬಿನ್ ಲೇಟ್ ಪಾಪಣ್ಣ (ಜಂಟಿ) 41 14 00--09.08 -- ಖುಷ್ಕಿ -- -- -- ಪಾಲ್ಪ್ರಿ ಕೃಷಿಯಾಗಿ ಬಳಸಲ್ಪಟ್ಟಿದ್ದು -- -- — [30, 749, 692, 772]
remark-row: ಷರಾ: II(1)ರಂತೆ ಸ.ನಂ. 39/2ಬಿ ರಲ್ಲಿ ಸಂಬಂಧಪಟ್ಟವರಿಗೆ 00-12 ಗುಂಟೆ ಭೂಸ್ವಾಧೀನಕ್ಕೆ ಅಧಿಸೂಚನೆಯಾಗಿದ್ದು ಜಂಟಿ ಅಳತೆಯಲ್ಲಿ ಪರಮೇಶ್ ಬಿನ್ ಸಿದ್ದಲಿಂಗಪ್ಪ ರವರ ಜಮೀನು ಮಾತ್ರ ಭೂಸ್ವಾಧೀನಕ್ಕೆ ಒಳಪಡುವುದರಿಂದ ಇವರನ್ನು ಹೊರತುಪಡಿಸಿ ಪರಮೇಶ್ ಬಿನ್ ಲೇಟ್ ಸಿದ್ದಲಿಂಗಪ್ಪ ರವರ ಹೆಸರನ್ನು ಭೂಸ್ವಾಧೀನದಿಂದ ಕೈಬಿಡಲಾಗಿದೆ. — [30, 1148, 692, 1170]
table-row: 5 ಕಾಲುವೆ -- -- -- 00--01 ಖರಾಬು -- -- -- -- -- -- — [30, 830, 692, 843]
obituary-headline-line1: ಕೆ.ಎಂ. ಪರಮೇಶ್ವರಯ್ಯ ನಿಧನ ಅಪಾರ — [700, 82, 917, 123]
land-acquisition-notice — [28, 82, 692, 1477]
table-row: ಸಣ್ಣಮುದ್ದಪ್ಪ ಬಿನ್ ಲೇಟ್ ಚಿಕ್ಕಣ್ಣ 41 3ಸಿ 00--02.08 -- ಖುಷ್ಕಿ ಹುಣಸೆಮರ ಬೇವಿನಮರ 02 03 -- ಪಾಲ್ಪ್ರಿ ಕೃಷಿಯಾಗಿ ಬಳಸಲ್ಪಟ್ಟಿದ್ದು -- -- — [30, 704, 692, 727]
training-headline: ಮಹಿಳಾ ಸಬಲೀಕರಣ ತರಬೇತಿ — [700, 772, 917, 816]
table-row: ಪರಮೇಶ್ ಬಿನ್ ಲೇಟ್ ಸಿದ್ದಲಿಂಗಪ್ಪ — [30, 1135, 692, 1148]
table-row: 5 ಷೇಕ್ ಹುಸೇನ್ ಸಾಬ್ ಬಿನ್ ಇಮಾಮ್ ಸಾಬ್ ಬುಡೇನ್ ಸಾಬ್ 165 5 -- -- -- -- -- -- -- -- -- — [30, 450, 692, 463]
